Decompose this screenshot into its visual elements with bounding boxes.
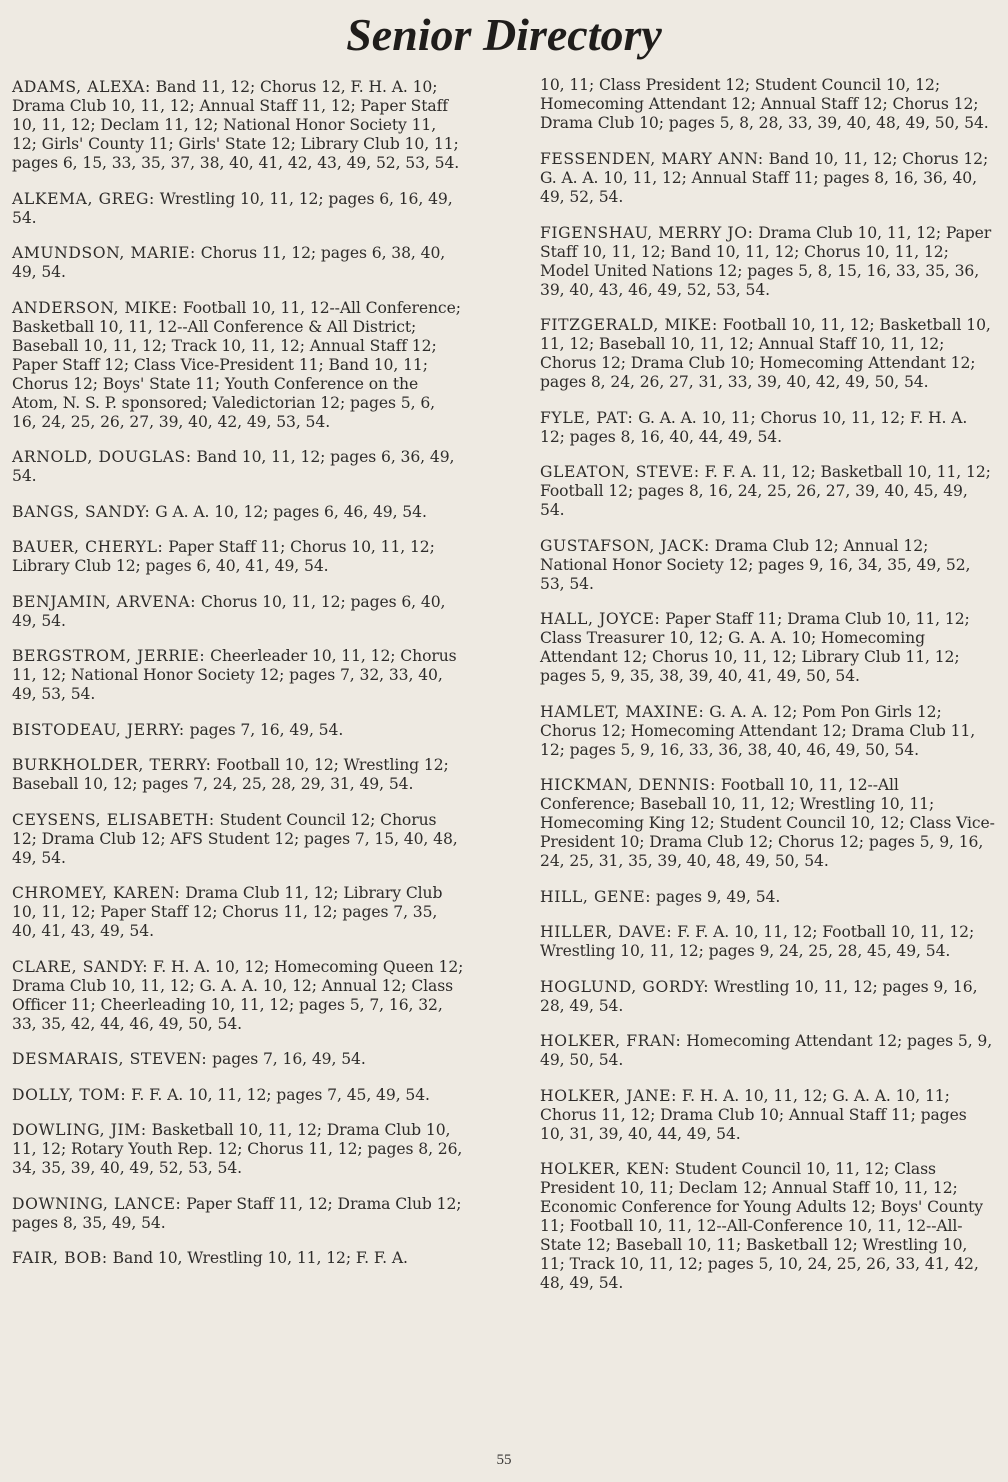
entry-details: Paper Staff 11, 12; Drama Club 12; pages 8, 35, 49, 54. — [12, 1194, 462, 1232]
entry-details: F. F. A. 10, 11, 12; pages 7, 45, 49, 54. — [131, 1085, 430, 1104]
directory-entry — [540, 703, 995, 760]
entry-details: Drama Club 10, 11, 12; Paper Staff 10, 11, 12; Band 10, 11, 12; Chorus 10, 11, 12; Model United Nations 12; pages 5, 8, 15, 16, 33, 35, 36, 39, 40, 43, 46, 49, 52, 53, 54. — [540, 223, 992, 299]
entry-name: HOLKER, KEN: — [540, 1160, 671, 1178]
entry-name: HILLER, DAVE: — [540, 923, 673, 941]
entry-details: Drama Club 12; Annual 12; National Honor Society 12; pages 9, 16, 34, 35, 49, 52, 53, 54. — [540, 536, 971, 593]
entry-details: G A. A. 10, 12; pages 6, 46, 49, 54. — [155, 502, 427, 521]
directory-entry — [12, 1050, 464, 1069]
entry-name: FESSENDEN, MARY ANN: — [540, 150, 764, 168]
directory-entry — [12, 299, 464, 432]
entry-details: G. A. A. 12; Pom Pon Girls 12; Chorus 12; Homecoming Attendant 12; Drama Club 11, 12; pages 5, 9, 16, 33, 36, 38, 40, 46, 49, 50, 54. — [540, 702, 976, 759]
entry-details: pages 7, 16, 49, 54. — [189, 720, 344, 739]
entry-details: pages 7, 16, 49, 54. — [212, 1050, 366, 1068]
entry-name: GLEATON, STEVE: — [540, 463, 700, 481]
entry-name: HOLKER, FRAN: — [540, 1032, 682, 1050]
left-column — [12, 78, 464, 1285]
entry-details: Band 10, 11, 12; pages 6, 36, 49, 54. — [12, 448, 455, 485]
entry-details: Drama Club 11, 12; Library Club 10, 11, 12; Paper Staff 12; Chorus 11, 12; pages 7, 35, 40, 41, 43, 49, 54. — [12, 884, 443, 940]
entry-details: Student Council 12; Chorus 12; Drama Club 12; AFS Student 12; pages 7, 15, 40, 48, 49, 54. — [12, 810, 458, 867]
directory-entry — [12, 721, 464, 740]
entry-details: F. F. A. 10, 11, 12; Football 10, 11, 12; Wrestling 10, 11, 12; pages 9, 24, 25, 28, 45, 49, 54. — [540, 923, 975, 960]
entry-name: DOLLY, TOM: — [12, 1085, 127, 1104]
directory-entry — [12, 190, 464, 228]
directory-entry — [540, 150, 995, 207]
entry-name: DOWNING, LANCE: — [12, 1194, 182, 1213]
right-column — [540, 76, 995, 1310]
directory-entry — [12, 593, 464, 631]
entry-name: HILL, GENE: — [540, 887, 652, 906]
entry-name: FITZGERALD, MIKE: — [540, 316, 718, 334]
directory-entry — [12, 1249, 464, 1268]
directory-entry — [12, 756, 464, 794]
entry-name: BURKHOLDER, TERRY: — [12, 756, 212, 774]
directory-entry — [12, 958, 464, 1034]
entry-name: AMUNDSON, MARIE: — [12, 244, 196, 262]
directory-entry — [540, 1087, 995, 1144]
page-number: 55 — [496, 1452, 512, 1468]
entry-details: Wrestling 10, 11, 12; pages 6, 16, 49, 54. — [12, 189, 453, 227]
directory-entry — [540, 610, 995, 686]
entry-details: Basketball 10, 11, 12; Drama Club 10, 11, 12; Rotary Youth Rep. 12; Chorus 11, 12; pages 8, 26, 34, 35, 39, 40, 49, 52, 53, 54. — [12, 1121, 463, 1177]
entry-name: FAIR, BOB: — [12, 1249, 108, 1267]
entry-details: Paper Staff 11; Drama Club 10, 11, 12; Class Treasurer 10, 12; G. A. A. 10; Homecoming Attendant 12; Chorus 10, 11, 12; Library Club 11, 12; pages 5, 9, 35, 38, 39, 40, 41, 49, 50, 54. — [540, 610, 970, 685]
entry-name: BAUER, CHERYL: — [12, 538, 164, 556]
entry-details: Wrestling 10, 11, 12; pages 9, 16, 28, 49, 54. — [540, 977, 978, 1015]
entry-name: ANDERSON, MIKE: — [12, 298, 178, 317]
entry-name: ARNOLD, DOUGLAS: — [12, 448, 192, 466]
entry-details: F. F. A. 11, 12; Basketball 10, 11, 12; Football 12; pages 8, 16, 24, 25, 26, 27, 39, 40, 45, 49, 54. — [540, 463, 991, 519]
entry-name: BANGS, SANDY: — [12, 502, 151, 521]
entry-details: Football 10, 11, 12--All Conference; Baseball 10, 11, 12; Wrestling 10, 11; Homecoming King 12; Student Council 10, 12; Class Vice-President 10; Drama Club 12; Chorus 12; pages 5, 9, 16, 24, 25, 31, 35, 39, 40, 48, 49, 50, 54. — [540, 776, 995, 870]
entry-details: Football 10, 11, 12; Basketball 10, 11, 12; Baseball 10, 11, 12; Annual Staff 10, 11, 12; Chorus 12; Drama Club 10; Homecoming Attendant 12; pages 8, 24, 26, 27, 31, 33, 39, 40, 42, 49, 50, 54. — [540, 316, 991, 391]
directory-entry — [12, 811, 464, 868]
directory-entry — [540, 1160, 995, 1293]
entry-details: 10, 11; Class President 12; Student Council 10, 12; Homecoming Attendant 12; Annual Staff 12; Chorus 12; Drama Club 10; pages 5, 8, 28, 33, 39, 40, 48, 49, 50, 54. — [540, 76, 989, 132]
directory-entry — [540, 923, 995, 961]
entry-name: FIGENSHAU, MERRY JO: — [540, 223, 754, 242]
entry-details: Cheerleader 10, 11, 12; Chorus 11, 12; National Honor Society 12; pages 7, 32, 33, 40, 49, 53, 54. — [12, 647, 457, 703]
entry-name: BENJAMIN, ARVENA: — [12, 592, 197, 611]
entry-details: F. H. A. 10, 11, 12; G. A. A. 10, 11; Chorus 11, 12; Drama Club 10; Annual Staff 11; pages 10, 31, 39, 40, 44, 49, 54. — [540, 1086, 967, 1143]
entry-name: BERGSTROM, JERRIE: — [12, 647, 206, 665]
directory-entry — [12, 538, 464, 576]
directory-entry — [540, 1032, 995, 1070]
directory-entry — [12, 1086, 464, 1105]
directory-entry — [12, 1195, 464, 1233]
entry-name: DESMARAIS, STEVEN: — [12, 1050, 208, 1068]
entry-details: Paper Staff 11; Chorus 10, 11, 12; Library Club 12; pages 6, 40, 41, 49, 54. — [12, 538, 435, 575]
directory-entry — [540, 776, 995, 871]
entry-name: CEYSENS, ELISABETH: — [12, 810, 215, 829]
entry-name: GUSTAFSON, JACK: — [540, 536, 710, 555]
directory-entry — [12, 1121, 464, 1178]
entry-name: HALL, JOYCE: — [540, 610, 661, 628]
directory-entry — [540, 537, 995, 594]
entry-name: ALKEMA, GREG: — [12, 189, 155, 208]
entry-details: Football 10, 12; Wrestling 12; Baseball 10, 12; pages 7, 24, 25, 28, 29, 31, 49, 54. — [12, 756, 449, 793]
directory-entry — [12, 647, 464, 704]
directory-entry — [12, 884, 464, 941]
directory-entry — [540, 463, 995, 520]
entry-details: Chorus 10, 11, 12; pages 6, 40, 49, 54. — [12, 592, 446, 630]
entry-details: Homecoming Attendant 12; pages 5, 9, 49, 50, 54. — [540, 1032, 993, 1069]
entry-name: HOLKER, JANE: — [540, 1086, 678, 1105]
directory-entry — [12, 78, 464, 173]
directory-entry — [540, 978, 995, 1016]
entry-details: pages 9, 49, 54. — [655, 887, 781, 906]
directory-entry — [540, 316, 995, 392]
entry-details: Band 11, 12; Chorus 12, F. H. A. 10; Drama Club 10, 11, 12; Annual Staff 11, 12; Paper Staff 10, 11, 12; Declam 11, 12; National Honor Society 11, 12; Girls' County 11; Girls' State 12; Library Club 10, 11; pages 6, 15, 33, 35, 37, 38, 40, 41, 42, 43, 49, 52, 53, 54. — [12, 78, 460, 172]
entry-name: ADAMS, ALEXA: — [12, 78, 151, 96]
entry-name: HICKMAN, DENNIS: — [540, 776, 716, 794]
directory-entry — [540, 224, 995, 300]
entry-name: HOGLUND, GORDY: — [540, 977, 710, 996]
entry-name: DOWLING, JIM: — [12, 1121, 147, 1139]
entry-details: Football 10, 11, 12--All Conference; Basketball 10, 11, 12--All Conference & All District; Baseball 10, 11, 12; Track 10, 11, 12; Annual Staff 12; Paper Staff 12; Class Vice-President 11; Band 10, 11; Chorus 12; Boys' State 11; Youth Conference on the Atom, N. S. P. sponsored; Valedictorian 12; pages 5, 6, 16, 24, 25, 26, 27, 39, 40, 42, 49, 53, 54. — [12, 298, 461, 431]
directory-entry — [12, 503, 464, 522]
entry-details: Student Council 10, 11, 12; Class President 10, 11; Declam 12; Annual Staff 10, 11, 12; Economic Conference for Young Adults 12; Boys' County 11; Football 10, 11, 12--All-Conference 10, 11, 12--All-State 12; Baseball 10, 11; Basketball 12; Wrestling 10, 11; Track 10, 11, 12; pages 5, 10, 24, 25, 26, 33, 41, 42, 48, 49, 54. — [540, 1160, 983, 1292]
entry-name: CLARE, SANDY: — [12, 957, 149, 976]
directory-entry — [12, 244, 464, 282]
entry-details: Band 10, 11, 12; Chorus 12; G. A. A. 10, 11, 12; Annual Staff 11; pages 8, 16, 36, 40, 49, 52, 54. — [540, 150, 989, 206]
directory-entry-continued — [540, 76, 995, 133]
entry-name: CHROMEY, KAREN: — [12, 884, 181, 902]
directory-entry — [540, 888, 995, 907]
entry-name: FYLE, PAT: — [540, 408, 634, 427]
entry-name: HAMLET, MAXINE: — [540, 702, 705, 721]
page-title: Senior Directory — [346, 9, 662, 60]
entry-name: BISTODEAU, JERRY: — [12, 720, 185, 739]
entry-details: Chorus 11, 12; pages 6, 38, 40, 49, 54. — [12, 244, 446, 281]
entry-details: Band 10, Wrestling 10, 11, 12; F. F. A. — [112, 1249, 408, 1267]
directory-entry — [540, 409, 995, 447]
entry-details: G. A. A. 10, 11; Chorus 10, 11, 12; F. H. A. 12; pages 8, 16, 40, 44, 49, 54. — [540, 408, 968, 446]
entry-details: F. H. A. 10, 12; Homecoming Queen 12; Drama Club 10, 11, 12; G. A. A. 10, 12; Annual 12; Class Officer 11; Cheerleading 10, 11, 12; pages 5, 7, 16, 32, 33, 35, 42, 44, 46, 49, 50, 54. — [12, 957, 464, 1033]
directory-entry — [12, 448, 464, 486]
